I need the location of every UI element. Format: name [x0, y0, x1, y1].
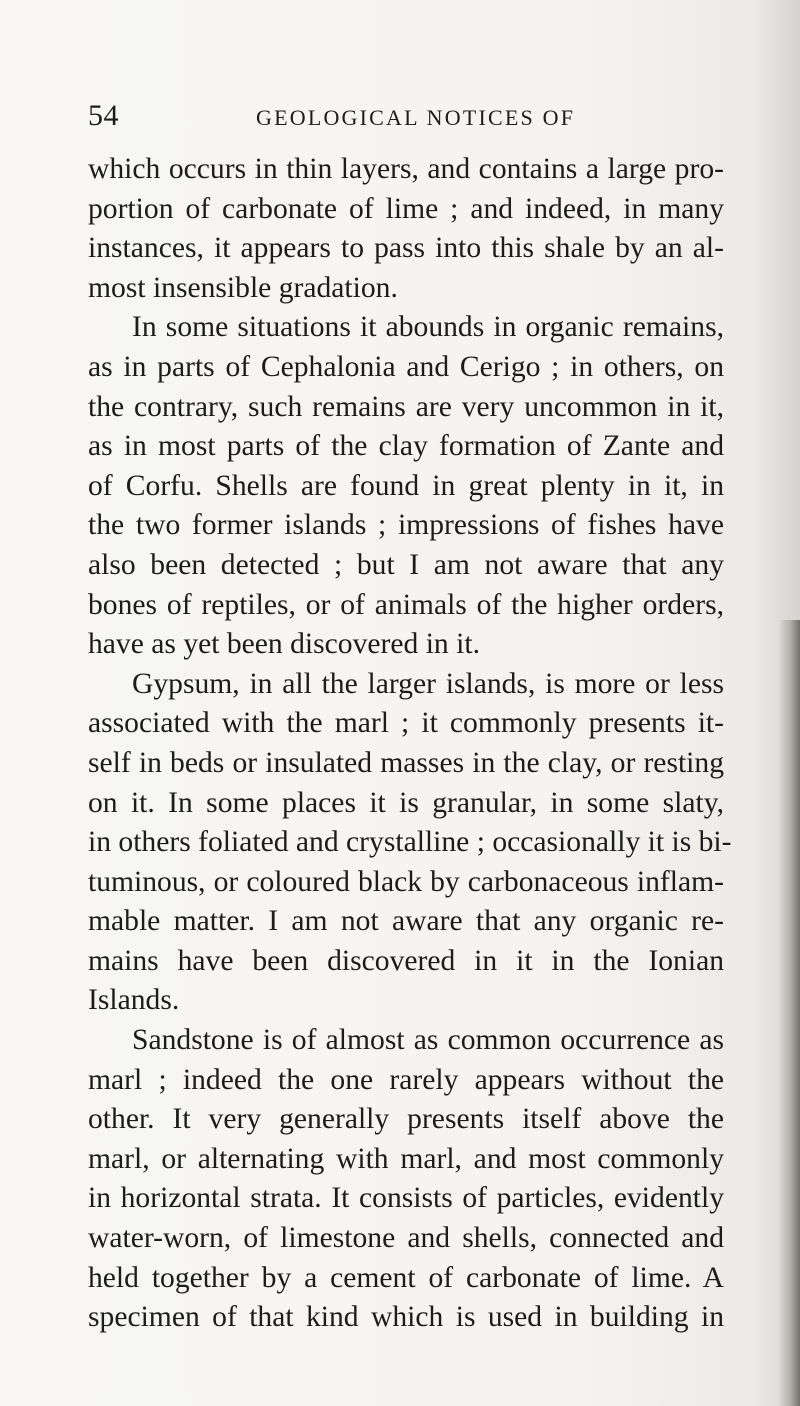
text-line: as in most parts of the clay formation of Zante and — [88, 430, 724, 463]
text-line: which occurs in thin layers, and contains a large pro- — [88, 153, 724, 185]
text-line: other. It very generally presents itself above the — [88, 1103, 724, 1136]
text-line: have as yet been discovered in it. — [88, 628, 480, 661]
page-edge-shadow — [778, 620, 800, 1406]
body-text — [88, 150, 732, 1338]
text-line: mable matter. I am not aware that any organic re- — [88, 905, 724, 938]
paragraph-start-line: Gypsum, in all the larger islands, is more or less — [132, 667, 724, 700]
text-line: bones of reptiles, or of animals of the higher orders, — [88, 588, 724, 621]
text-line: also been detected ; but I am not aware that any — [88, 548, 724, 581]
text-line: instances, it appears to pass into this shale by an al- — [88, 232, 724, 265]
text-line: portion of carbonate of lime ; and indeed, in many — [88, 192, 724, 225]
text-line: in horizontal strata. It consists of particles, evidently — [88, 1182, 724, 1215]
paragraph-start-line: Sandstone is of almost as common occurrence as — [132, 1024, 724, 1057]
text-line: marl, or alternating with marl, and most commonly — [88, 1142, 724, 1175]
text-line: held together by a cement of carbonate of lime. A — [88, 1261, 724, 1294]
text-line: marl ; indeed the one rarely appears without the — [88, 1063, 724, 1096]
text-line: self in beds or insulated masses in the clay, or resting — [88, 746, 724, 779]
text-line: specimen of that kind which is used in building in — [88, 1301, 724, 1334]
text-line: Islands. — [88, 984, 180, 1017]
text-line: the contrary, such remains are very uncommon in it, — [88, 390, 724, 423]
text-line: most insensible gradation. — [88, 271, 398, 304]
text-line: associated with the marl ; it commonly presents it- — [88, 707, 724, 740]
running-head: GEOLOGICAL NOTICES OF — [256, 105, 576, 130]
text-line: of Corfu. Shells are found in great plenty in it, in — [88, 469, 724, 502]
text-line: as in parts of Cephalonia and Cerigo ; in others, on — [88, 350, 724, 383]
text-line: tuminous, or coloured black by carbonaceous inflam- — [88, 865, 724, 898]
text-line: mains have been discovered in it in the Ionian — [88, 944, 724, 977]
page-number: 54 — [88, 99, 119, 132]
text-line: the two former islands ; impressions of fishes have — [88, 509, 724, 542]
text-line: on it. In some places it is granular, in some slaty, — [88, 786, 724, 819]
text-line: in others foliated and crystalline ; occasionally it is bi- — [88, 826, 732, 859]
text-line: water-worn, of limestone and shells, connected and — [88, 1222, 724, 1255]
paragraph-start-line: In some situations it abounds in organic remains, — [132, 311, 724, 344]
